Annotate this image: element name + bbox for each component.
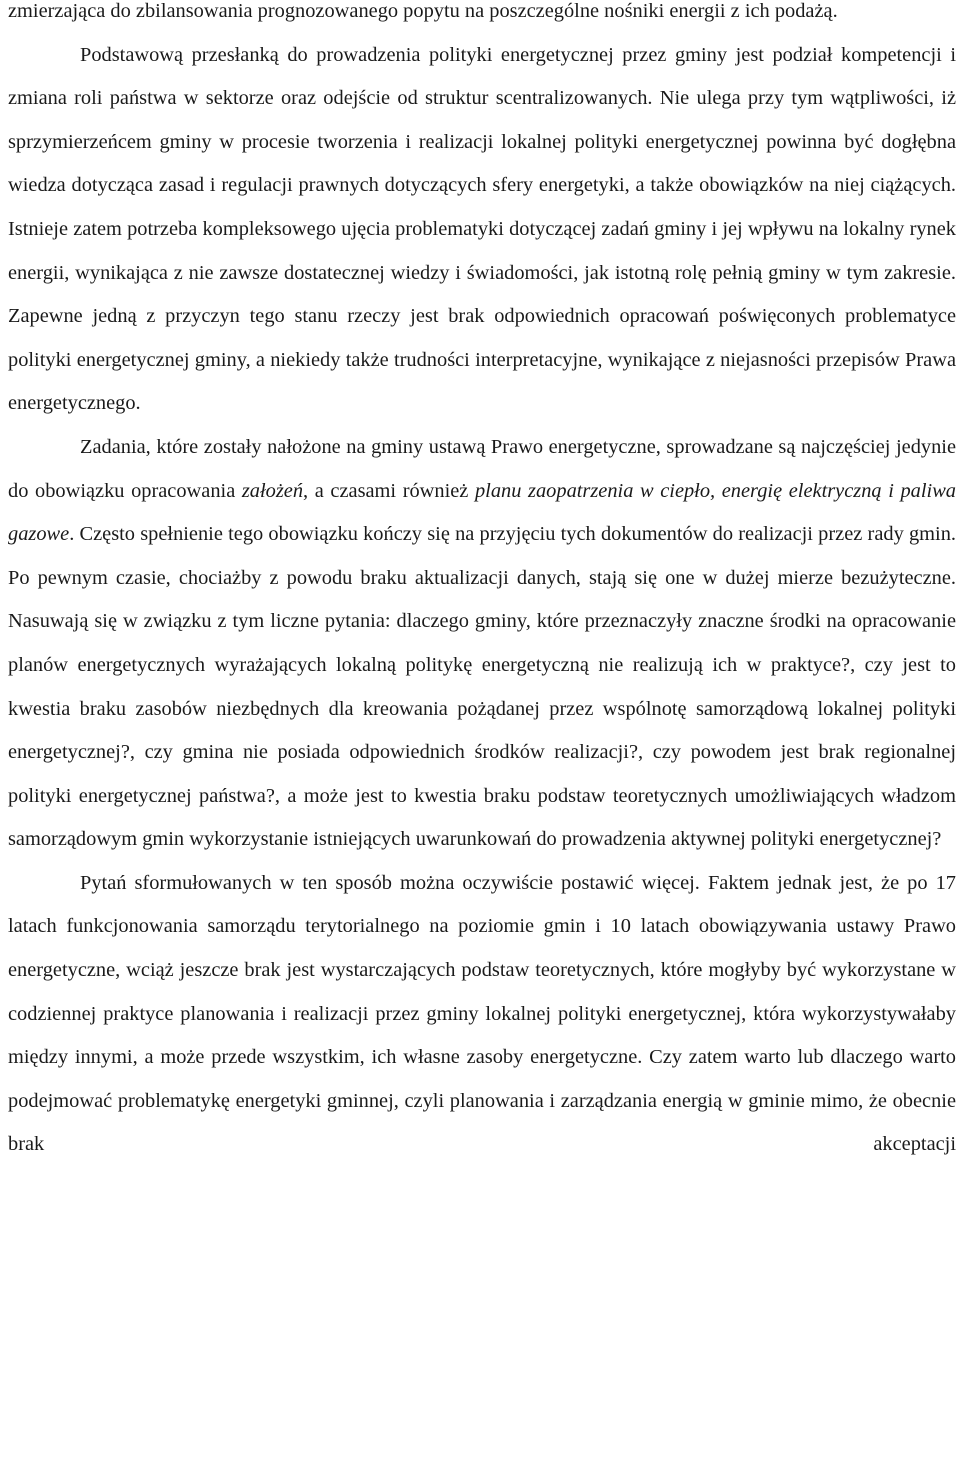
text-segment: , a czasami również	[303, 479, 475, 502]
italic-term-supply-plan: planu zaopatrzenia w ciepło, energię elektryczną i paliwa gazowe	[8, 479, 956, 546]
text-segment: Zadania, które zostały nałożone na gminy ustawą Prawo energetyczne, sprowadzane są najczęściej jedynie do obowiązku opracowania	[8, 435, 956, 502]
italic-term-assumptions: założeń	[241, 479, 304, 502]
text-segment: . Często spełnienie tego obowiązku kończy się na przyjęciu tych dokumentów do realizacji przez rady gmin. Po pewnym czasie, chociażby z powodu braku aktualizacji danych, stają się one w dużej mierze bezużyteczne. Nasuwają się w związku z tym liczne pytania: dlaczego gminy, które przeznaczyły znaczne środki na opracowanie planów energetycznych wyrażających lokalną politykę energetyczną nie realizują ich w praktyce?, czy jest to kwestia braku zasobów niezbędnych dla kreowania pożądanej przez wspólnotę samorządową lokalnej polityki energetycznej?, czy gmina nie posiada odpowiednich środków realizacji?, czy powodem jest brak regionalnej polityki energetycznej państwa?, a może jest to kwestia braku podstaw teoretycznych umożliwiających władzom samorządowym gmin wykorzystanie istniejących uwarunkowań do prowadzenia aktywnej polityki energetycznej?	[8, 523, 956, 851]
paragraph-continuation: zmierzająca do zbilansowania prognozowanego popytu na poszczególne nośniki energii z ich podażą.	[8, 0, 838, 22]
paragraph-municipal-tasks	[8, 426, 956, 862]
paragraph-questions: Pytań sformułowanych w ten sposób można oczywiście postawić więcej. Faktem jednak jest, że po 17 latach funkcjonowania samorządu terytorialnego na poziomie gmin i 10 latach obowiązywania ustawy Prawo energetyczne, wciąż jeszcze brak jest wystarczających podstaw teoretycznych, które mogłyby być wykorzystane w codziennej praktyce planowania i realizacji przez gminy lokalnej polityki energetycznej, która wykorzystywałaby między innymi, a może przede wszystkim, ich własne zasoby energetyczne. Czy zatem warto lub dlaczego warto podejmować problematykę energetyki gminnej, czyli planowania i zarządzania energią w gminie mimo, że obecnie brak akceptacji	[8, 871, 956, 1156]
paragraph-policy-premise: Podstawową przesłanką do prowadzenia polityki energetycznej przez gminy jest podział kompetencji i zmiana roli państwa w sektorze oraz odejście od struktur scentralizowanych. Nie ulega przy tym wątpliwości, iż sprzymierzeńcem gminy w procesie tworzenia i realizacji lokalnej polityki energetycznej powinna być dogłębna wiedza dotycząca zasad i regulacji prawnych dotyczących sfery energetyki, a także obowiązków na niej ciążących. Istnieje zatem potrzeba kompleksowego ujęcia problematyki dotyczącej zadań gminy i jej wpływu na lokalny rynek energii, wynikająca z nie zawsze dostatecznej wiedzy i świadomości, jak istotną rolę pełnią gminy w tym zakresie. Zapewne jedną z przyczyn tego stanu rzeczy jest brak odpowiednich opracowań poświęconych problematyce polityki energetycznej gminy, a niekiedy także trudności interpretacyjne, wynikające z niejasności przepisów Prawa energetycznego.	[8, 43, 956, 415]
